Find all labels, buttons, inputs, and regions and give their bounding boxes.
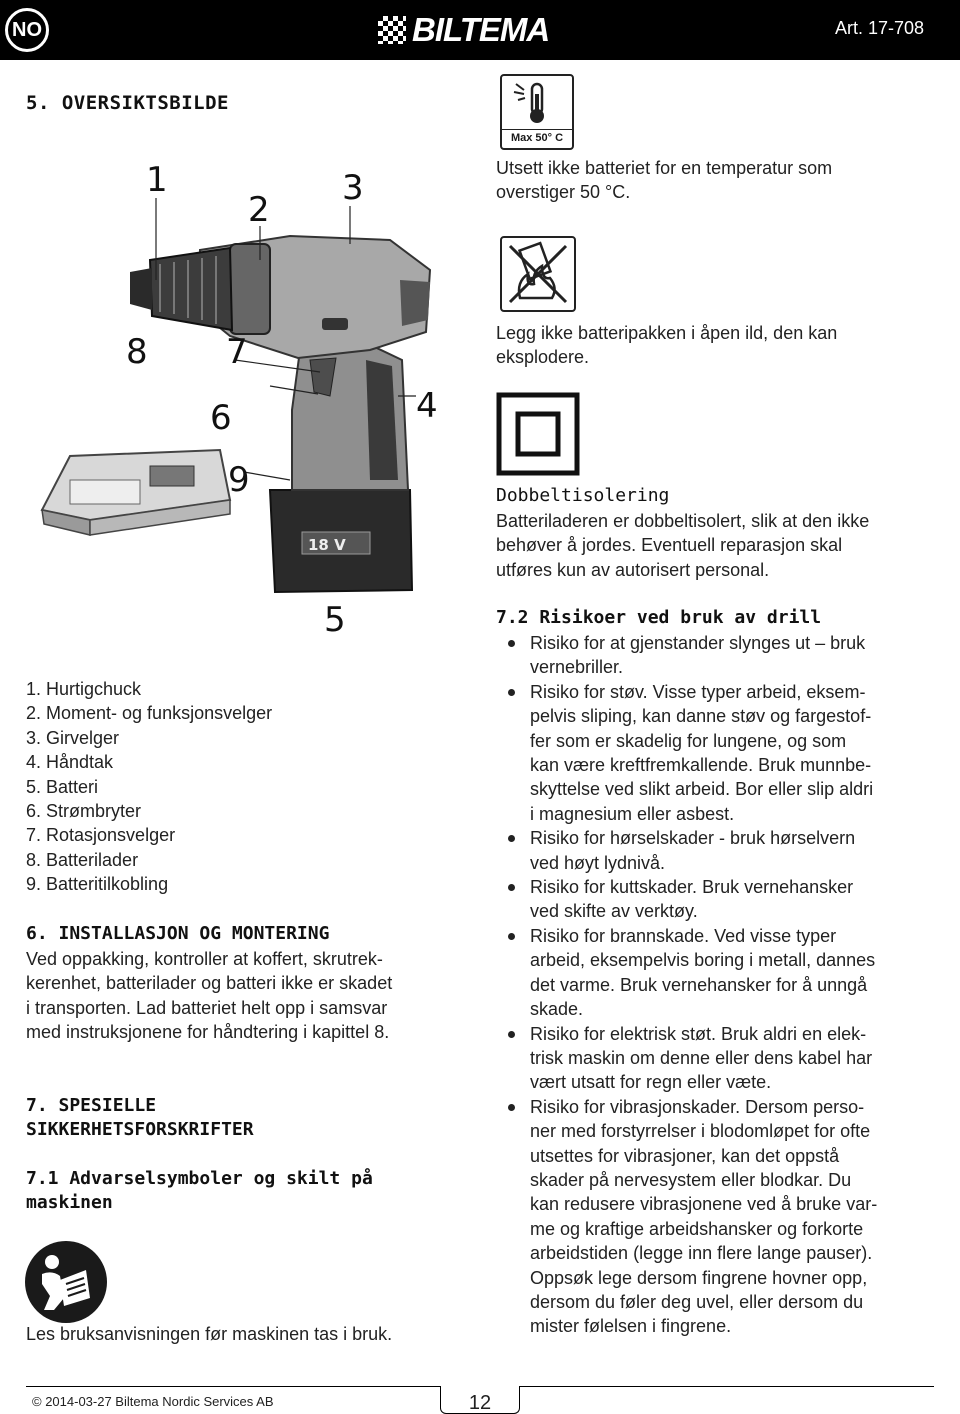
section-6-title: 6. INSTALLASJON OG MONTERING (26, 923, 330, 944)
read-manual-text: Les bruksanvisningen før maskinen tas i bruk. (26, 1324, 393, 1344)
risk-item: Risiko for vibrasjonskader. Dersom perso- ner med forstyrrelser i blodomløpet for ofte utsettes for vibrasjoner, kan det oppstå skader på nervesystem eller blodkar. Du kan redusere vibrasjonene ved å bruke var- me og kraftige arbeidshansker og forkorte arbeidstiden (legge inn flere lange pauser). Oppsøk lege dersom fingrene hovner opp, dersom du føler deg uvel, eller dersom du mister følelsen i fingrene. (496, 1095, 946, 1339)
legend-item: 4. Håndtak (26, 752, 114, 773)
callout-5: 5 (324, 600, 346, 640)
risk-item: Risiko for hørselskader - bruk hørselvern ved høyt lydnivå. (496, 826, 946, 875)
double-insulation-title: Dobbeltisolering (496, 485, 670, 506)
legend-item: 9. Batteritilkobling (26, 874, 169, 895)
callout-2: 2 (248, 190, 270, 230)
callout-9: 9 (228, 460, 250, 500)
risk-item: Risiko for støv. Visse typer arbeid, eksem- pelvis sliping, kan danne støv og fargestof- fer som er skadelig for lungene, og som kan være kreftfremkallende. Bruk munnbe- skyttelse ved slikt arbeid. Bor eller slip aldri i magnesium eller asbest. (496, 680, 946, 826)
legend-item: 5. Batteri (26, 776, 99, 797)
legend-item: 1. Hurtigchuck (26, 679, 142, 699)
section-7-title: 7. SPESIELLE SIKKERHETSFORSKRIFTER (26, 1095, 254, 1140)
no-fire-symbol (500, 236, 576, 312)
double-insulation-icon (496, 392, 580, 476)
risk-item: Risiko for brannskade. Ved visse typer arbeid, eksempelvis boring i metall, dannes det varme. Bruk vernehansker for å unngå skade. (496, 924, 946, 1022)
thermometer-icon (502, 76, 572, 128)
risk-item: Risiko for kuttskader. Bruk vernehansker ved skifte av verktøy. (496, 875, 946, 924)
double-insulation-text: Batteriladeren er dobbeltisolert, slik at den ikke behøver å jordes. Eventuell reparasjon skal utføres kun av autorisert personal. (496, 511, 870, 580)
callout-6: 6 (210, 398, 232, 438)
risk-list (496, 631, 946, 1339)
temperature-text: Utsett ikke batteriet for en temperatur som overstiger 50 °C. (496, 158, 833, 203)
parts-legend (26, 677, 466, 897)
risk-item: Risiko for at gjenstander slynges ut – bruk vernebriller. (496, 631, 946, 680)
section-6-body: Ved oppakking, kontroller at koffert, skrutrek- kerenhet, batterilader og batteri ikke er skadet i transporten. Lad batteriet helt opp i samsvar med instruksjonene for håndtering i kapittel 8. (26, 949, 393, 1043)
legend-item: 6. Strømbryter (26, 801, 142, 822)
header-bar (0, 0, 960, 60)
footer-copyright: © 2014-03-27 Biltema Nordic Services AB (32, 1394, 274, 1409)
callout-8: 8 (126, 332, 148, 372)
read-manual-icon (24, 1240, 108, 1324)
callout-1: 1 (146, 160, 168, 200)
section-7-1-title: 7.1 Advarselsymboler og skilt på maskinen (26, 1168, 373, 1213)
battery-voltage-label: 18 V (308, 536, 346, 554)
section-7-2-title: 7.2 Risikoer ved bruk av drill (496, 607, 822, 628)
temperature-symbol (500, 74, 574, 150)
checkered-flag-icon (378, 16, 406, 44)
article-number: Art. 17-708 (834, 18, 924, 38)
drill-image (30, 160, 470, 640)
callout-7: 7 (226, 332, 248, 372)
legend-item: 7. Rotasjonsvelger (26, 825, 176, 846)
drill-illustration (30, 160, 470, 640)
language-badge: NO (5, 8, 49, 52)
legend-item: 2. Moment- og funksjonsvelger (26, 703, 273, 724)
risk-item: Risiko for elektrisk støt. Bruk aldri en elek- trisk maskin om denne eller dens kabel har vært utsatt for regn eller væte. (496, 1022, 946, 1095)
section-5-title: 5. OVERSIKTSBILDE (26, 92, 229, 114)
no-fire-text: Legg ikke batteripakken i åpen ild, den kan eksplodere. (496, 323, 838, 368)
page-number: 12 (468, 1392, 492, 1414)
temperature-badge: Max 50° C (502, 129, 572, 144)
legend-item: 8. Batterilader (26, 849, 139, 870)
brand-name: BILTEMA (412, 11, 550, 48)
no-open-fire-icon (502, 238, 574, 310)
legend-item: 3. Girvelger (26, 727, 120, 748)
brand-logo (378, 12, 549, 48)
callout-3: 3 (342, 168, 364, 208)
callout-4: 4 (416, 386, 438, 426)
